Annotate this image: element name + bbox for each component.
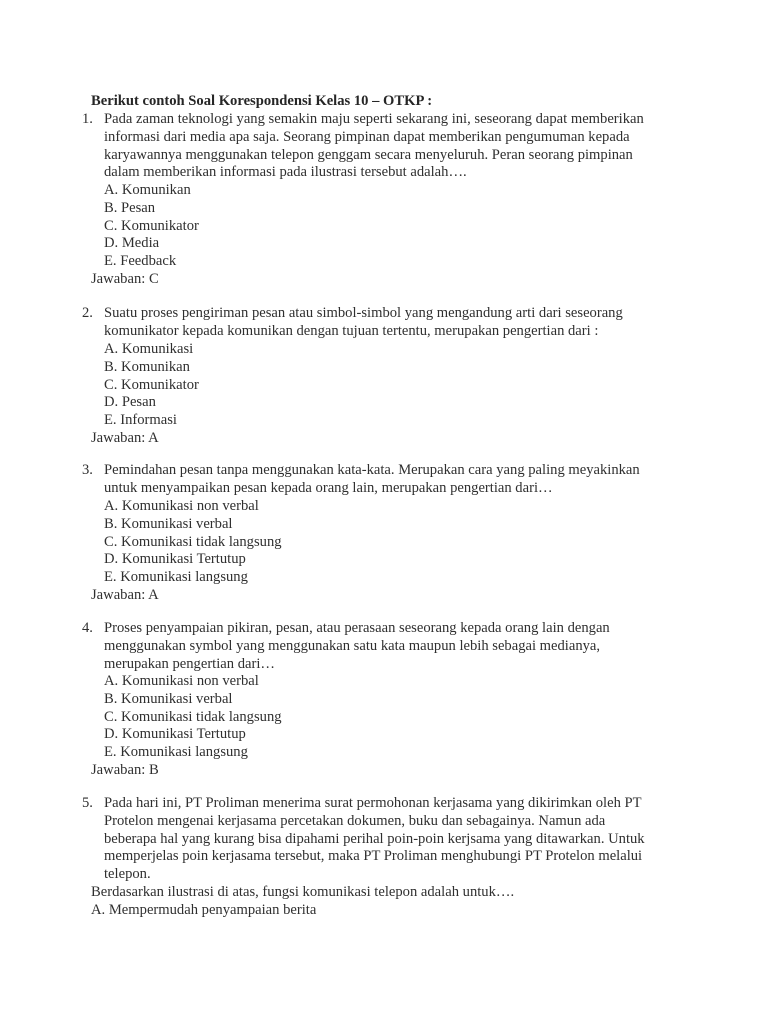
question-line: memperjelas poin kerjasama tersebut, maka PT Proliman menghubungi PT Protelon melalui (104, 848, 643, 865)
question-follow-up: Berdasarkan ilustrasi di atas, fungsi komunikasi telepon adalah untuk…. (91, 884, 515, 900)
question-text (104, 305, 684, 341)
question-line: untuk menyampaikan pesan kepada orang lain, merupakan pengertian dari… (104, 479, 553, 496)
option-e: E. Komunikasi langsung (104, 569, 248, 586)
option-b: B. Komunikasi verbal (104, 515, 233, 532)
options-list (104, 182, 199, 271)
question-line: dalam memberikan informasi pada ilustrasi tersebut adalah…. (104, 164, 467, 181)
option-d: D. Komunikasi Tertutup (104, 726, 246, 743)
option-a: A. Mempermudah penyampaian berita (91, 902, 317, 918)
option-d: D. Pesan (104, 394, 156, 411)
question-text (104, 795, 684, 884)
question-number: 3. (82, 462, 93, 478)
answer-label: Jawaban: B (91, 762, 159, 778)
question-line: komunikator kepada komunikan dengan tujuan tertentu, merupakan pengertian dari : (104, 322, 599, 339)
option-c: C. Komunikator (104, 217, 199, 234)
question-line: merupakan pengertian dari… (104, 655, 275, 672)
question-text (104, 620, 684, 673)
answer-label: Jawaban: C (91, 271, 159, 287)
option-b: B. Komunikasi verbal (104, 690, 233, 707)
answer-label: Jawaban: A (91, 430, 159, 446)
document-title: Berikut contoh Soal Korespondensi Kelas 10 – OTKP : (91, 93, 433, 109)
question-line: Protelon mengenai kerjasama percetakan dokumen, buku dan sebagainya. Namun ada (104, 812, 606, 829)
question-text (104, 111, 684, 182)
option-b: B. Pesan (104, 199, 156, 216)
option-b: B. Komunikan (104, 358, 190, 375)
question-line: beberapa hal yang kurang bisa dipahami perihal poin-poin kerjsama yang ditawarkan. Untuk (104, 830, 645, 847)
question-number: 4. (82, 620, 93, 636)
option-e: E. Feedback (104, 253, 177, 270)
question-line: Pada zaman teknologi yang semakin maju seperti sekarang ini, seseorang dapat memberikan (104, 111, 644, 127)
options-list (104, 341, 199, 430)
question-line: telepon. (104, 866, 151, 883)
option-c: C. Komunikator (104, 376, 199, 393)
answer-label: Jawaban: A (91, 587, 159, 603)
question-line: informasi dari media apa saja. Seorang pimpinan dapat memberikan pengumuman kepada (104, 128, 630, 145)
options-list (104, 673, 282, 762)
question-line: Pemindahan pesan tanpa menggunakan kata-kata. Merupakan cara yang paling meyakinkan (104, 462, 640, 478)
option-a: A. Komunikasi (104, 341, 194, 357)
question-line: Suatu proses pengiriman pesan atau simbol-simbol yang mengandung arti dari seseorang (104, 305, 623, 321)
question-number: 5. (82, 795, 93, 811)
question-number: 2. (82, 305, 93, 321)
question-line: menggunakan symbol yang menggunakan satu kata maupun lebih sebagai medianya, (104, 637, 601, 654)
option-a: A. Komunikasi non verbal (104, 498, 259, 514)
option-a: A. Komunikasi non verbal (104, 673, 259, 689)
options-list (104, 498, 282, 587)
question-line: karyawannya menggunakan telepon genggam secara menyeluruh. Peran seorang pimpinan (104, 146, 633, 163)
question-number: 1. (82, 111, 93, 127)
option-e: E. Komunikasi langsung (104, 744, 248, 761)
question-line: Proses penyampaian pikiran, pesan, atau perasaan seseorang kepada orang lain dengan (104, 620, 610, 636)
question-text (104, 462, 684, 498)
option-d: D. Media (104, 235, 160, 252)
option-d: D. Komunikasi Tertutup (104, 551, 246, 568)
option-c: C. Komunikasi tidak langsung (104, 708, 282, 725)
option-e: E. Informasi (104, 412, 177, 429)
option-a: A. Komunikan (104, 182, 191, 198)
option-c: C. Komunikasi tidak langsung (104, 533, 282, 550)
question-line: Pada hari ini, PT Proliman menerima surat permohonan kerjasama yang dikirimkan oleh PT (104, 795, 642, 811)
